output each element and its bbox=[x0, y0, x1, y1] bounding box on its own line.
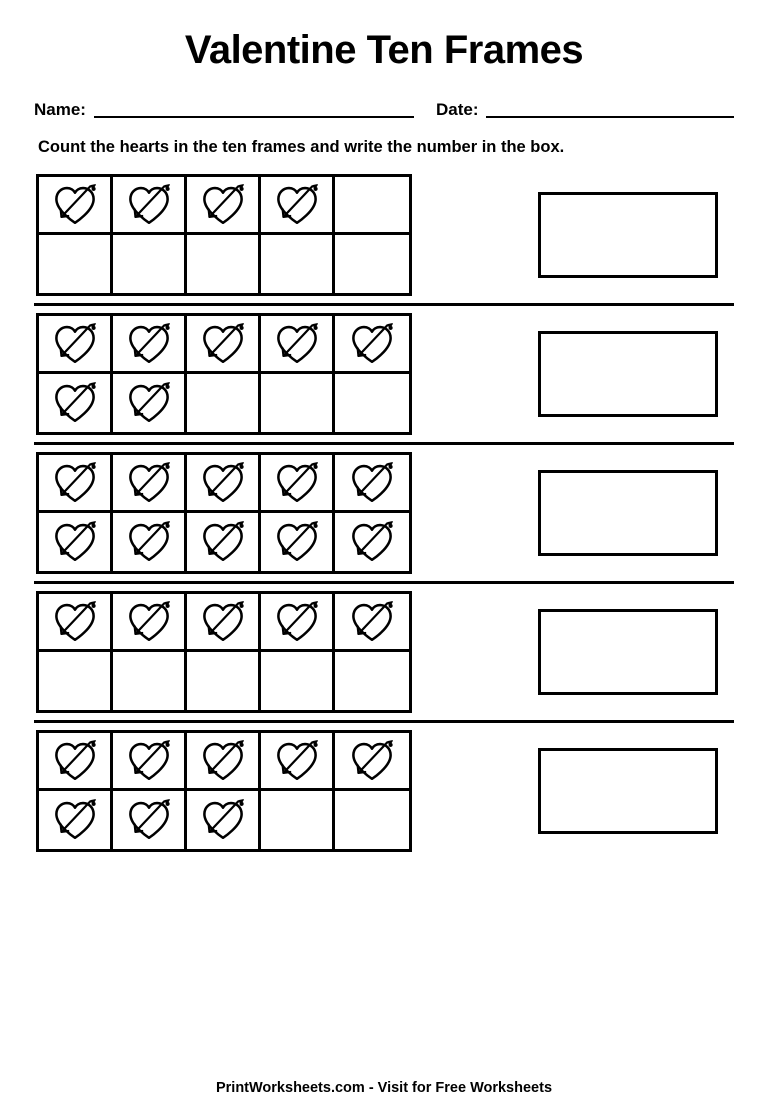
ten-frame-cell bbox=[113, 455, 187, 513]
heart-with-arrow-icon bbox=[271, 183, 323, 227]
heart-with-arrow-icon bbox=[197, 520, 249, 564]
heart-with-arrow-icon bbox=[346, 520, 398, 564]
row-divider bbox=[34, 581, 734, 584]
heart-with-arrow-icon bbox=[123, 798, 175, 842]
ten-frame bbox=[36, 452, 412, 574]
problem-row bbox=[34, 310, 734, 438]
ten-frame bbox=[36, 730, 412, 852]
ten-frame-cell bbox=[335, 733, 409, 791]
heart-with-arrow-icon bbox=[346, 600, 398, 644]
footer-credit: PrintWorksheets.com - Visit for Free Worksheets bbox=[215, 1080, 553, 1096]
ten-frame-cell bbox=[113, 177, 187, 235]
ten-frame-cell bbox=[39, 791, 113, 849]
ten-frame-cell bbox=[113, 733, 187, 791]
ten-frame-cell bbox=[39, 513, 113, 571]
ten-frame-cell bbox=[261, 316, 335, 374]
heart-with-arrow-icon bbox=[271, 322, 323, 366]
ten-frame-cell bbox=[113, 316, 187, 374]
ten-frame-cell bbox=[261, 513, 335, 571]
ten-frame-cell bbox=[261, 177, 335, 235]
heart-with-arrow-icon bbox=[197, 739, 249, 783]
ten-frame-cell bbox=[39, 177, 113, 235]
heart-with-arrow-icon bbox=[346, 461, 398, 505]
heart-with-arrow-icon bbox=[123, 381, 175, 425]
ten-frame-cell bbox=[335, 513, 409, 571]
heart-with-arrow-icon bbox=[197, 461, 249, 505]
ten-frame-cell bbox=[187, 455, 261, 513]
problems-list bbox=[34, 171, 734, 855]
ten-frame-cell bbox=[39, 235, 113, 293]
ten-frame-cell bbox=[39, 594, 113, 652]
ten-frame-cell bbox=[335, 374, 409, 432]
ten-frame-cell bbox=[261, 594, 335, 652]
instructions-text: Count the hearts in the ten frames and write the number in the box. bbox=[38, 138, 565, 156]
ten-frame-cell bbox=[113, 791, 187, 849]
heart-with-arrow-icon bbox=[123, 461, 175, 505]
heart-with-arrow-icon bbox=[197, 183, 249, 227]
ten-frame bbox=[36, 174, 412, 296]
ten-frame-cell bbox=[187, 316, 261, 374]
heart-with-arrow-icon bbox=[271, 739, 323, 783]
ten-frame-cell bbox=[335, 594, 409, 652]
row-divider bbox=[34, 303, 734, 306]
ten-frame bbox=[36, 313, 412, 435]
ten-frame-cell bbox=[187, 235, 261, 293]
heart-with-arrow-icon bbox=[123, 183, 175, 227]
problem-row bbox=[34, 588, 734, 716]
ten-frame-cell bbox=[335, 455, 409, 513]
ten-frame-cell bbox=[261, 374, 335, 432]
row-divider bbox=[34, 442, 734, 445]
heart-with-arrow-icon bbox=[123, 600, 175, 644]
ten-frame-cell bbox=[113, 374, 187, 432]
problem-row bbox=[34, 171, 734, 299]
ten-frame-cell bbox=[187, 374, 261, 432]
heart-with-arrow-icon bbox=[49, 798, 101, 842]
ten-frame-cell bbox=[335, 652, 409, 710]
ten-frame-cell bbox=[113, 652, 187, 710]
ten-frame-cell bbox=[39, 652, 113, 710]
ten-frame-cell bbox=[187, 177, 261, 235]
ten-frame-cell bbox=[113, 235, 187, 293]
heart-with-arrow-icon bbox=[346, 739, 398, 783]
heart-with-arrow-icon bbox=[271, 600, 323, 644]
name-input[interactable] bbox=[94, 100, 414, 118]
ten-frame-cell bbox=[335, 235, 409, 293]
heart-with-arrow-icon bbox=[49, 381, 101, 425]
ten-frame-cell bbox=[261, 235, 335, 293]
answer-box[interactable] bbox=[538, 470, 718, 556]
heart-with-arrow-icon bbox=[271, 461, 323, 505]
ten-frame-cell bbox=[113, 594, 187, 652]
ten-frame-cell bbox=[187, 733, 261, 791]
ten-frame-cell bbox=[261, 455, 335, 513]
ten-frame-cell bbox=[187, 791, 261, 849]
date-input[interactable] bbox=[486, 100, 734, 118]
ten-frame-cell bbox=[187, 594, 261, 652]
ten-frame-cell bbox=[261, 791, 335, 849]
ten-frame-cell bbox=[335, 791, 409, 849]
heart-with-arrow-icon bbox=[49, 600, 101, 644]
heart-with-arrow-icon bbox=[49, 461, 101, 505]
heart-with-arrow-icon bbox=[197, 798, 249, 842]
answer-box[interactable] bbox=[538, 609, 718, 695]
ten-frame-cell bbox=[113, 513, 187, 571]
answer-box[interactable] bbox=[538, 331, 718, 417]
name-date-row bbox=[34, 100, 734, 120]
heart-with-arrow-icon bbox=[49, 520, 101, 564]
heart-with-arrow-icon bbox=[49, 739, 101, 783]
ten-frame-cell bbox=[39, 733, 113, 791]
answer-box[interactable] bbox=[538, 192, 718, 278]
heart-with-arrow-icon bbox=[123, 322, 175, 366]
ten-frame-cell bbox=[261, 652, 335, 710]
heart-with-arrow-icon bbox=[197, 600, 249, 644]
heart-with-arrow-icon bbox=[346, 322, 398, 366]
heart-with-arrow-icon bbox=[123, 520, 175, 564]
row-divider bbox=[34, 720, 734, 723]
name-label: Name: bbox=[34, 100, 86, 119]
heart-with-arrow-icon bbox=[123, 739, 175, 783]
problem-row bbox=[34, 727, 734, 855]
heart-with-arrow-icon bbox=[271, 520, 323, 564]
ten-frame-cell bbox=[39, 374, 113, 432]
worksheet-page bbox=[0, 26, 768, 1112]
problem-row bbox=[34, 449, 734, 577]
answer-box[interactable] bbox=[538, 748, 718, 834]
heart-with-arrow-icon bbox=[49, 183, 101, 227]
ten-frame-cell bbox=[261, 733, 335, 791]
page-title: Valentine Ten Frames bbox=[184, 28, 584, 72]
ten-frame-cell bbox=[335, 316, 409, 374]
ten-frame-cell bbox=[187, 513, 261, 571]
heart-with-arrow-icon bbox=[49, 322, 101, 366]
ten-frame-cell bbox=[39, 455, 113, 513]
ten-frame-cell bbox=[187, 652, 261, 710]
ten-frame-cell bbox=[39, 316, 113, 374]
heart-with-arrow-icon bbox=[197, 322, 249, 366]
date-label: Date: bbox=[435, 100, 479, 119]
ten-frame bbox=[36, 591, 412, 713]
ten-frame-cell bbox=[335, 177, 409, 235]
